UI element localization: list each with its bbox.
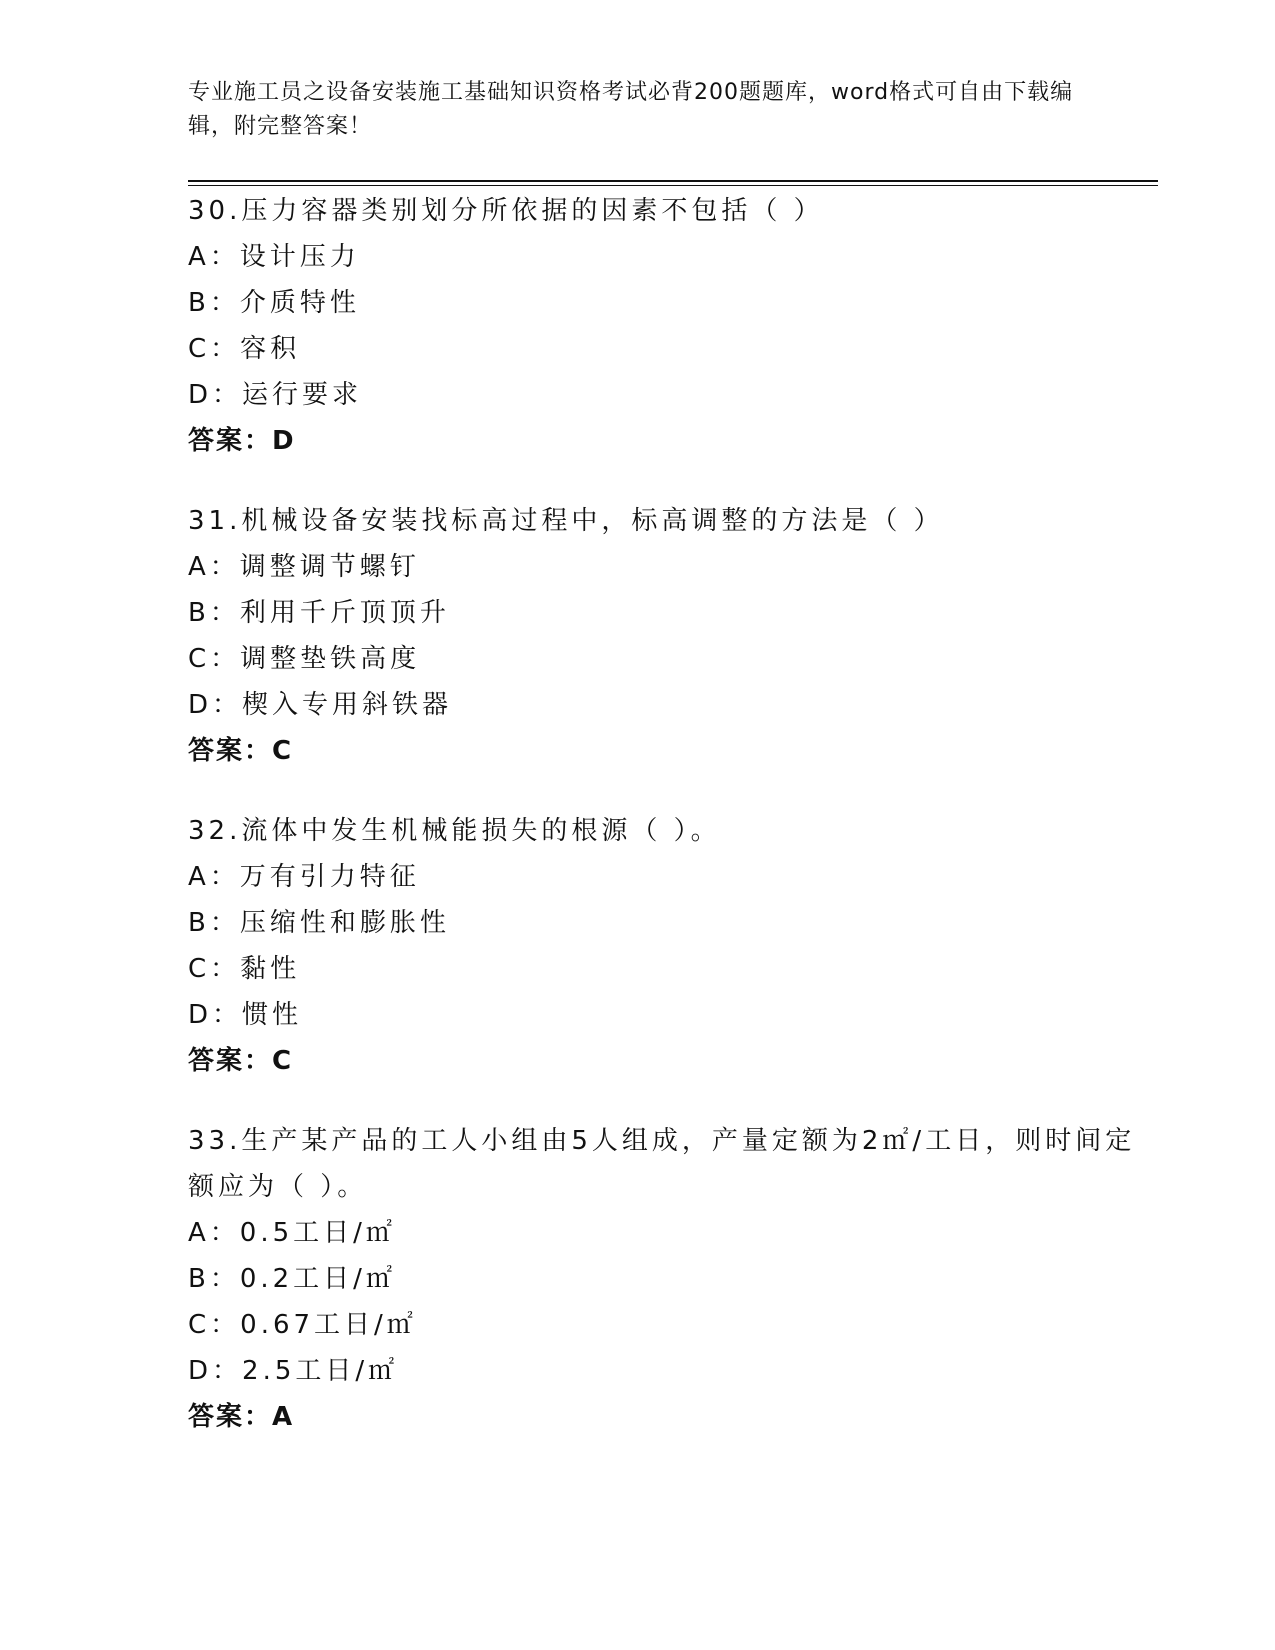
option-b: B：利用千斤顶顶升 (188, 598, 450, 628)
option-b: B：压缩性和膨胀性 (188, 908, 450, 938)
question-stem: 31.机械设备安装找标高过程中，标高调整的方法是（ ） (188, 506, 944, 536)
option-a: A：万有引力特征 (188, 862, 420, 892)
answer: 答案：A (188, 1402, 295, 1432)
header-divider-thin (188, 185, 1158, 186)
answer: 答案：D (188, 426, 296, 456)
option-c: C：黏性 (188, 954, 301, 984)
question-32 (188, 808, 1148, 1084)
question-list (188, 188, 1148, 1474)
option-d: D：楔入专用斜铁器 (188, 690, 453, 720)
question-stem: 33.生产某产品的工人小组由5人组成，产量定额为2㎡/工日，则时间定额应为（ ）。 (188, 1126, 1136, 1202)
option-d: D：2.5工日/㎡ (188, 1356, 399, 1386)
option-c: C：0.67工日/㎡ (188, 1310, 417, 1340)
option-b: B：介质特性 (188, 288, 360, 318)
option-d: D：运行要求 (188, 380, 363, 410)
option-a: A：0.5工日/㎡ (188, 1218, 396, 1248)
option-c: C：容积 (188, 334, 301, 364)
document-description: 专业施工员之设备安装施工基础知识资格考试必背200题题库，word格式可自由下载编辑，附完整答案！ (188, 80, 1074, 139)
option-c: C：调整垫铁高度 (188, 644, 421, 674)
question-30 (188, 188, 1148, 464)
answer: 答案：C (188, 1046, 294, 1076)
header-divider (188, 180, 1158, 182)
question-31 (188, 498, 1148, 774)
option-a: A：调整调节螺钉 (188, 552, 420, 582)
question-stem: 30.压力容器类别划分所依据的因素不包括（ ） (188, 196, 824, 226)
question-stem: 32.流体中发生机械能损失的根源（ ）。 (188, 816, 721, 846)
question-33 (188, 1118, 1148, 1440)
option-b: B：0.2工日/㎡ (188, 1264, 396, 1294)
option-a: A：设计压力 (188, 242, 360, 272)
option-d: D：惯性 (188, 1000, 303, 1030)
answer: 答案：C (188, 736, 294, 766)
